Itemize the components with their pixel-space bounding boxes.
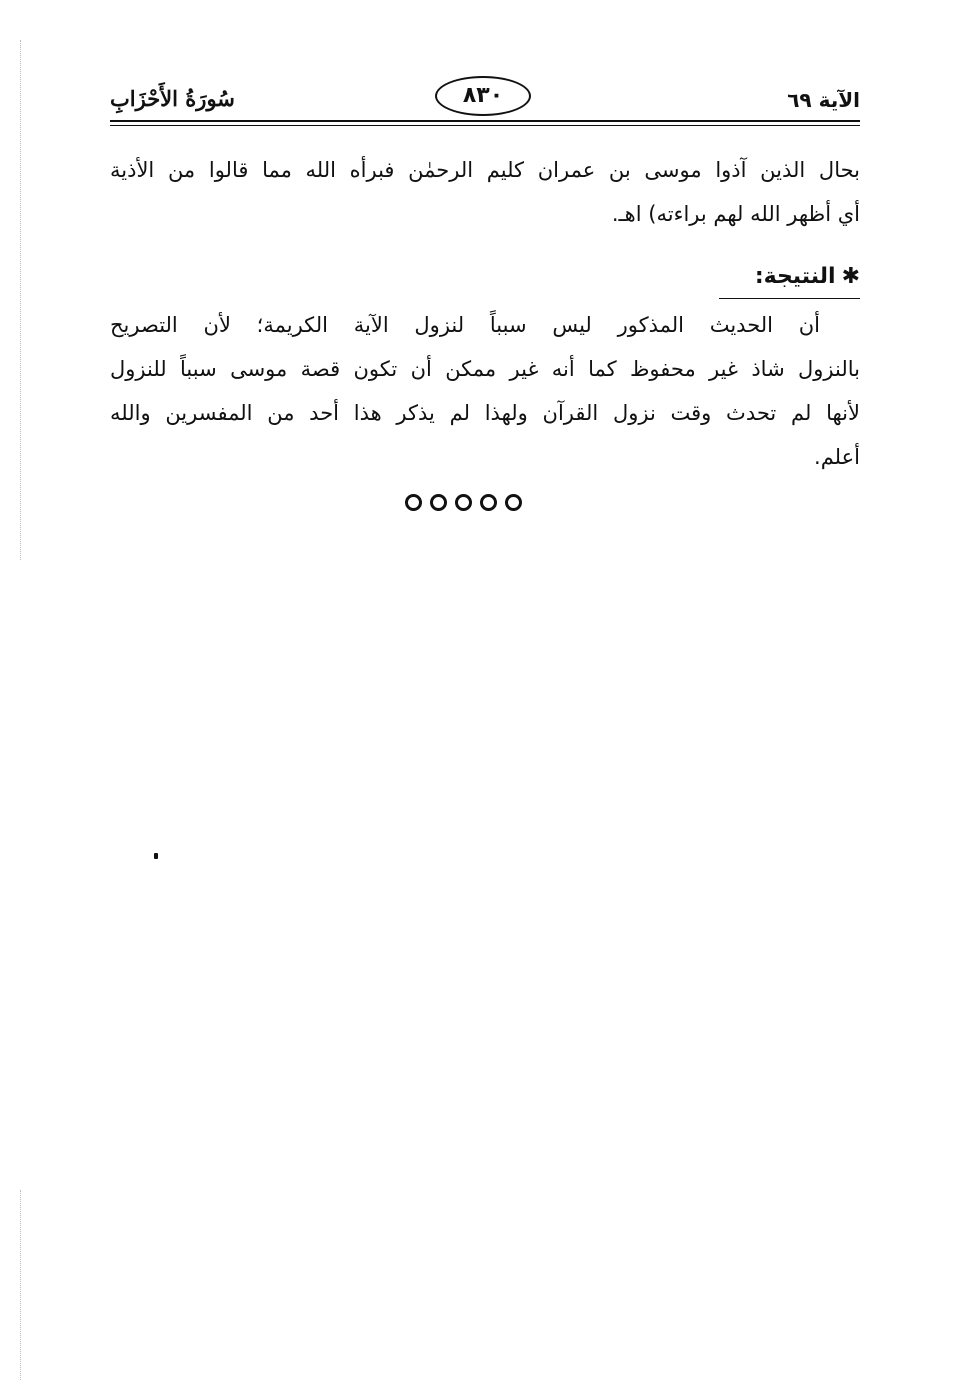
scan-speck [154,853,158,859]
surah-name: سُورَةُ الأَحْزَابِ [110,86,235,111]
ornament-ring-icon [505,494,522,511]
opening-line: أي أظهر الله لهم براءته) اهـ. [611,202,860,226]
verse-label: الآية ٦٩ [787,88,860,112]
result-heading-row [110,254,860,299]
result-line: لأنها لم تحدث وقت نزول القرآن ولهذا لم يذكر هذا أحد من المفسرين والله [110,401,860,425]
header-rule-thick [110,120,860,122]
ornament-ring-icon [455,494,472,511]
scan-margin-line-top [20,40,21,560]
ornament-ring-icon [480,494,497,511]
header-rule-thin [110,125,860,126]
asterisk-icon: ✱ [841,264,860,289]
result-line: أعلم. [814,445,860,469]
ornament-ring-icon [405,494,422,511]
result-line: بالنزول شاذ غير محفوظ كما أنه غير ممكن أن تكون قصة موسى سبباً للنزول [110,357,860,381]
section-end-ornament [405,494,522,511]
opening-line: بحال الذين آذوا موسى بن عمران كليم الرحمٰن فبرأه الله مما قالوا من الأذية [110,158,860,182]
page-body [110,148,860,479]
result-line: أن الحديث المذكور ليس سبباً لنزول الآية الكريمة؛ لأن التصريح [110,313,820,337]
page-number-badge: ٨٣٠ [435,76,531,116]
ornament-ring-icon [430,494,447,511]
result-heading [719,258,860,299]
result-heading-label: النتيجة: [754,264,836,289]
page-header [110,74,860,128]
scan-margin-line-bottom [20,1190,21,1380]
